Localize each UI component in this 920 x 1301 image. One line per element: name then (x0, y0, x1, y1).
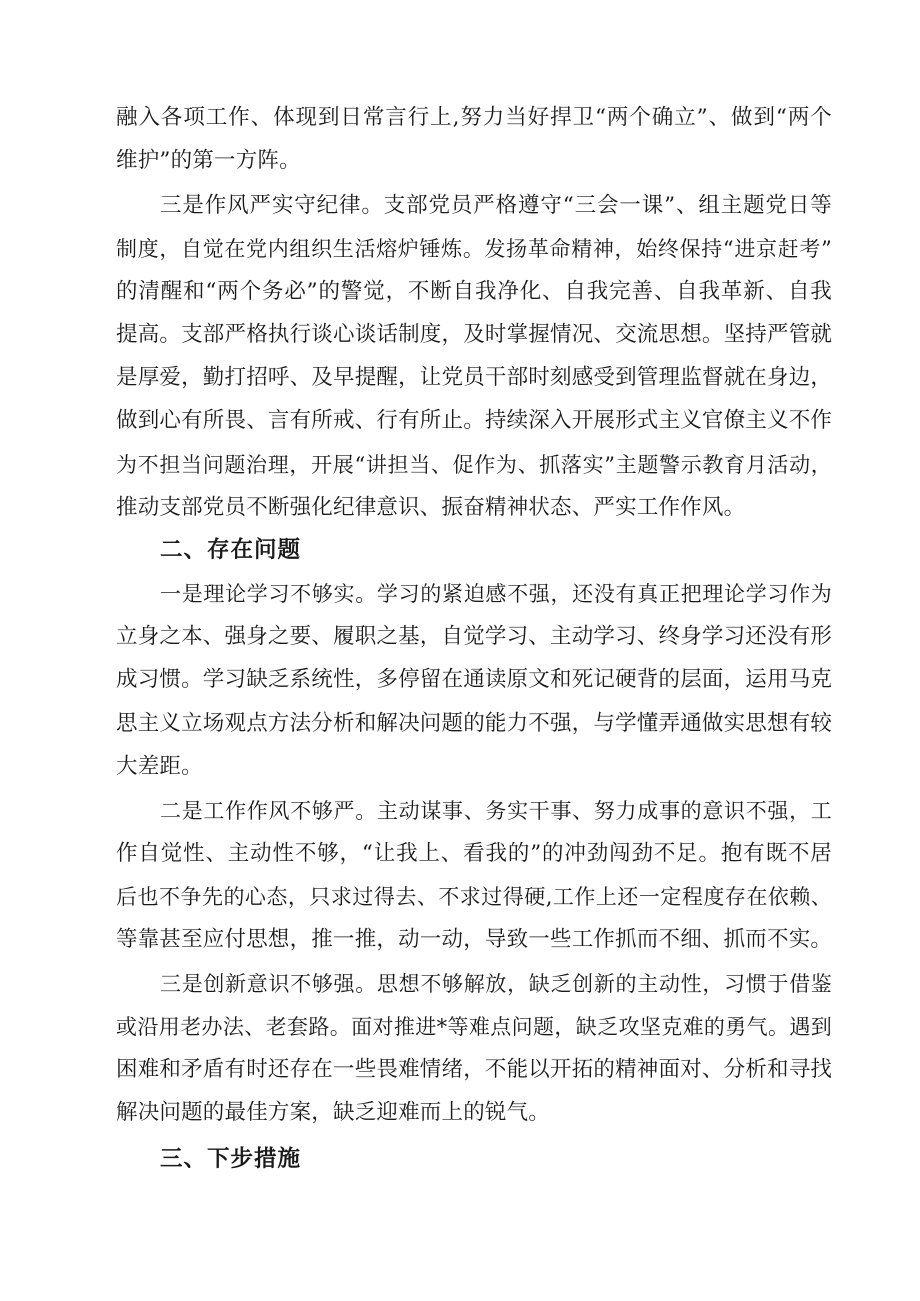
paragraph-line: 三是创新意识不够强。思想不够解放，缺乏创新的主动性，习惯于借鉴 (160, 972, 832, 996)
section-heading-problems: 二、存在问题 (160, 537, 302, 563)
paragraph-line: 思主义立场观点方法分析和解决问题的能力不强，与学懂弄通做实思想有较 (116, 711, 833, 736)
paragraph-line: 二是工作作风不够严。主动谋事、务实干事、努力成事的意识不强，工 (160, 799, 832, 823)
paragraph-line: 融入各项工作、体现到日常言行上,努力当好捍卫“两个确立”、做到“两个 (116, 105, 832, 130)
paragraph-line: 或沿用老办法、老套路。面对推进*等难点问题，缺乏攻坚克难的勇气。遇到 (116, 1015, 832, 1039)
paragraph-line: 后也不争先的心态，只求过得去、不求过得硬,工作上还一定程度存在依赖、 (116, 885, 832, 909)
paragraph-line: 大差距。 (116, 754, 203, 779)
paragraph-line: 立身之本、强身之要、履职之基，自觉学习、主动学习、终身学习还没有形 (116, 624, 833, 649)
section-heading-measures: 三、下步措施 (160, 1146, 302, 1172)
paragraph-line: 作自觉性、主动性不够，“让我上、看我的”的冲劲闯劲不足。抱有既不居 (116, 841, 832, 866)
paragraph-line: 等靠甚至应付思想，推一推，动一动，导致一些工作抓而不细、抓而不实。 (116, 927, 833, 952)
paragraph-line: 为不担当问题治理，开展“讲担当、促作为、抓落实”主题警示教育月活动， (116, 453, 832, 477)
paragraph-line: 制度，自觉在党内组织生活熔炉锤炼。发扬革命精神，始终保持“进京赶考” (116, 237, 832, 261)
paragraph-line: 维护”的第一方阵。 (116, 148, 301, 173)
paragraph-line: 一是理论学习不够实。学习的紧迫感不强，还没有真正把理论学习作为 (160, 582, 832, 606)
paragraph-line: 推动支部党员不断强化纪律意识、振奋精神状态、严实工作作风。 (116, 495, 746, 520)
paragraph-line: 解决问题的最佳方案，缺乏迎难而上的锐气。 (116, 1100, 551, 1125)
paragraph-line: 做到心有所畏、言有所戒、行有所止。持续深入开展形式主义官僚主义不作 (116, 408, 833, 433)
paragraph-line: 困难和矛盾有时还存在一些畏难情绪，不能以开拓的精神面对、分析和寻找 (116, 1057, 833, 1082)
paragraph-line: 的清醒和“两个务必”的警觉，不断自我净化、自我完善、自我革新、自我 (116, 279, 832, 304)
paragraph-line: 成习惯。学习缺乏系统性，多停留在通读原文和死记硬背的层面，运用马克 (116, 667, 833, 692)
paragraph-line: 三是作风严实守纪律。支部党员严格遵守“三会一课”、组主题党日等 (160, 193, 832, 218)
paragraph-line: 是厚爱，勤打招呼、及早提醒，让党员干部时刻感受到管理监督就在身边， (116, 365, 833, 390)
paragraph-line: 提高。支部严格执行谈心谈话制度，及时掌握情况、交流思想。坚持严管就 (116, 322, 833, 347)
